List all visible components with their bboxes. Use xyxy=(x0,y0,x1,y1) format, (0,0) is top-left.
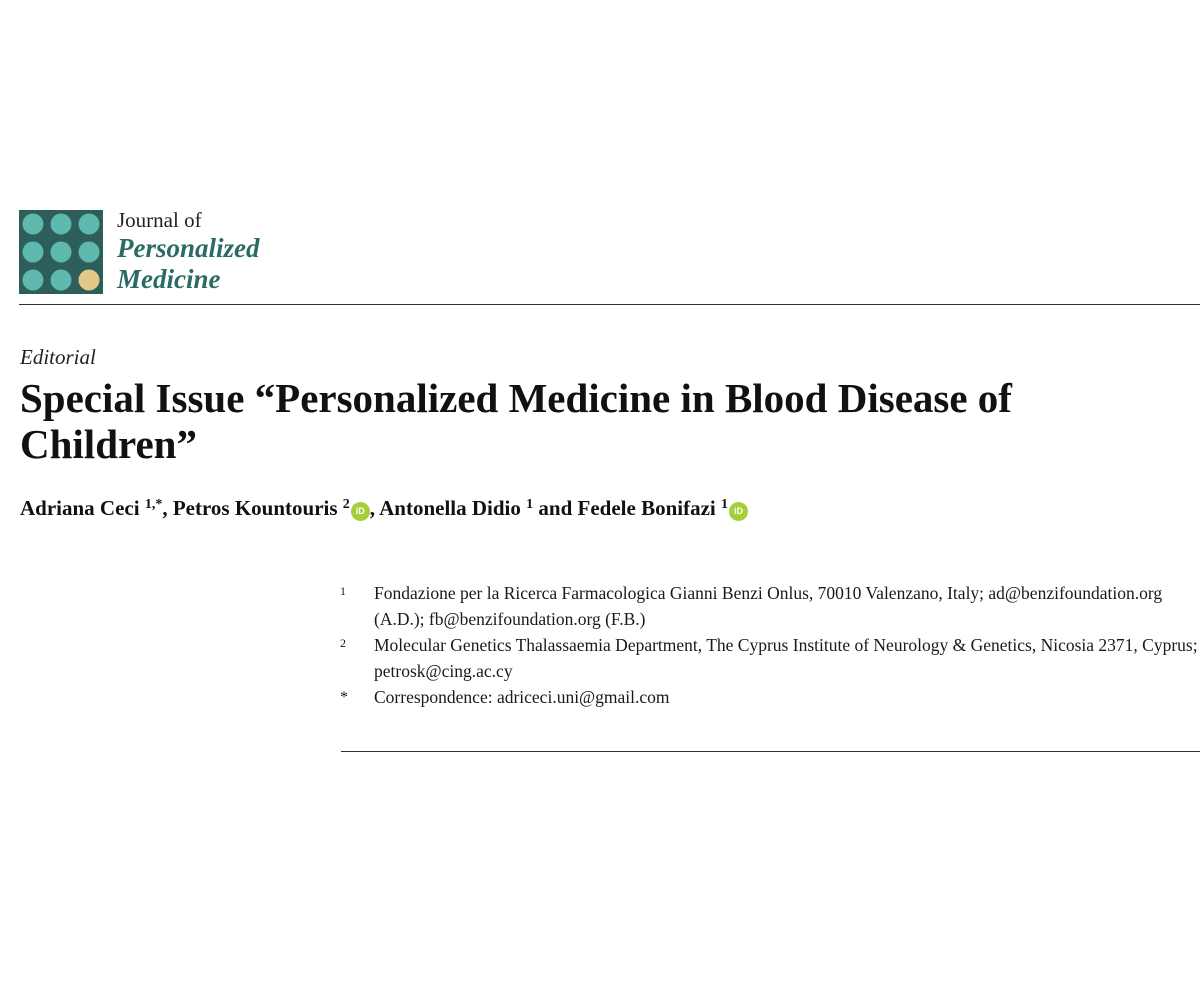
author-name: Adriana Ceci xyxy=(20,496,145,520)
author-name: Antonella Didio xyxy=(379,496,527,520)
journal-logo xyxy=(19,210,103,294)
affiliation-mark: 2 xyxy=(340,636,346,650)
header-divider xyxy=(19,304,1200,305)
logo-dot xyxy=(23,270,44,291)
logo-dot xyxy=(51,214,72,235)
author-affiliation-mark: 2 xyxy=(342,497,350,512)
logo-dot xyxy=(79,242,100,263)
logo-dot xyxy=(23,242,44,263)
author-separator: and xyxy=(533,496,578,520)
author-separator: , xyxy=(162,496,173,520)
affiliation-text: Molecular Genetics Thalassaemia Department, The Cyprus Institute of Neurology & Genetics, Nicosia 2371, Cyprus; petrosk@cing.ac.cy xyxy=(374,635,1198,681)
orcid-icon[interactable]: iD xyxy=(351,502,370,521)
author-name: Fedele Bonifazi xyxy=(577,496,721,520)
author-affiliation-mark: 1 xyxy=(721,497,728,512)
affiliation-divider xyxy=(341,751,1200,752)
author-separator: , xyxy=(369,496,380,520)
journal-name-prefix: Journal of xyxy=(117,208,202,232)
article-title: Special Issue “Personalized Medicine in Blood Disease of Children” xyxy=(20,375,1012,467)
journal-logo-icon xyxy=(19,210,103,294)
author-name: Petros Kountouris xyxy=(172,496,343,520)
article-type: Editorial xyxy=(20,345,96,369)
affiliation-list xyxy=(340,580,1200,710)
author-list xyxy=(20,496,1190,521)
affiliation-mark: 1 xyxy=(340,584,346,598)
logo-dot xyxy=(51,242,72,263)
logo-dot xyxy=(79,214,100,235)
affiliation-text: Fondazione per la Ricerca Farmacologica Gianni Benzi Onlus, 70010 Valenzano, Italy; ad@benzifoundation.org (A.D.); fb@benzifoundation.org (F.B.) xyxy=(374,583,1163,629)
orcid-icon[interactable]: iD xyxy=(729,502,748,521)
journal-name xyxy=(117,210,260,295)
logo-dot xyxy=(23,214,44,235)
logo-dot xyxy=(79,270,100,291)
journal-name-line-2: Medicine xyxy=(117,264,221,294)
affiliation-item xyxy=(340,632,1200,684)
affiliation-item xyxy=(340,580,1200,632)
affiliation-mark: * xyxy=(340,689,348,706)
logo-dot xyxy=(51,270,72,291)
affiliation-text: Correspondence: adriceci.uni@gmail.com xyxy=(374,687,670,707)
author-affiliation-mark: 1,* xyxy=(144,497,163,512)
author-affiliation-mark: 1 xyxy=(526,497,534,512)
affiliation-item xyxy=(340,684,1200,710)
journal-name-line-1: Personalized xyxy=(117,233,260,263)
